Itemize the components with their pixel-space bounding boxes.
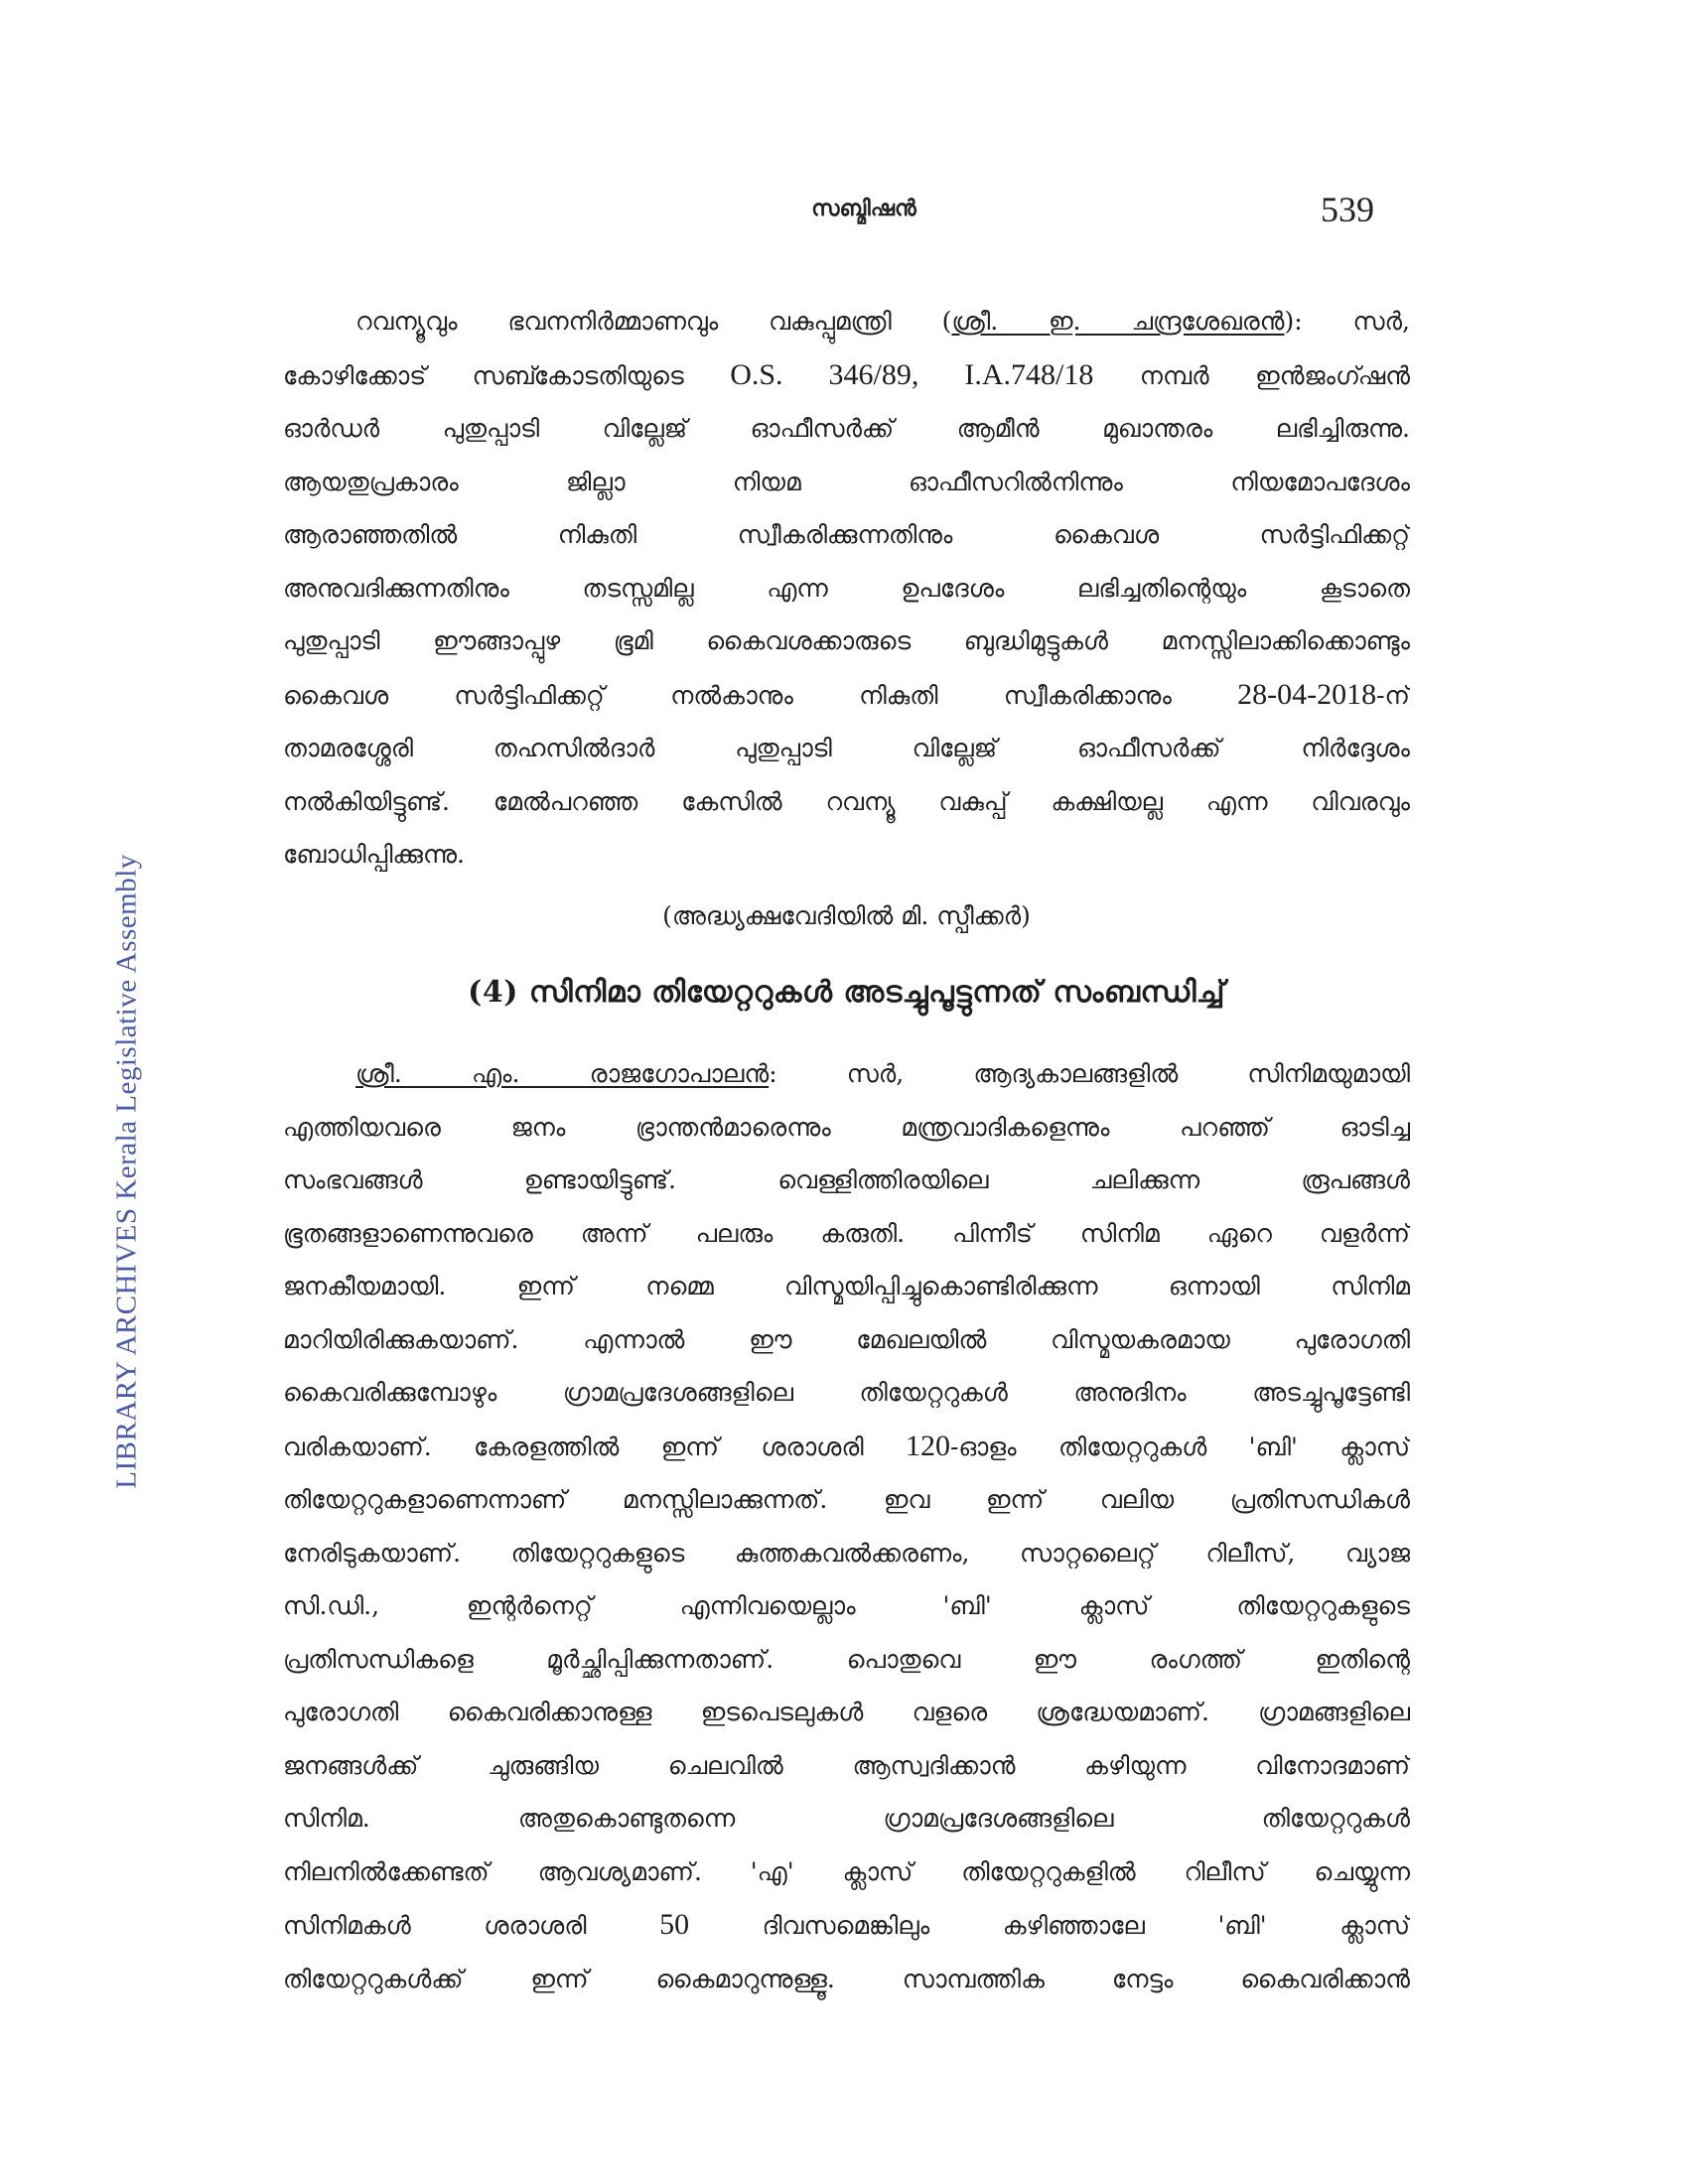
text-line: ശ്രീ. എം. രാജഗോപാലൻ: സർ, ആദ്യകാലങ്ങളിൽ സിനിമയുമായി [355,1059,1410,1088]
text-line: പുതുപ്പാടി ഈങ്ങാപ്പുഴ ഭൂമി കൈവശക്കാരുടെ ബുദ്ധിമുട്ടുകൾ മനസ്സിലാക്കിക്കൊണ്ടും [283,626,1410,655]
text-line: ആരാഞ്ഞതിൽ നികുതി സ്വീകരിക്കുന്നതിനും കൈവശ സർട്ടിഫിക്കറ്റ് [283,520,1410,549]
text-line: സംഭവങ്ങൾ ഉണ്ടായിട്ടുണ്ട്. വെള്ളിത്തിരയിലെ ചലിക്കുന്ന രൂപങ്ങൾ [283,1165,1410,1194]
text-line: കോഴിക്കോട് സബ്കോടതിയുടെ O.S. 346/89, I.A.748/18 നമ്പർ ഇൻജംഗ്ഷൻ [283,357,1410,391]
speaker-name: ശ്രീ. ഇ. ചന്ദ്രശേഖരൻ [951,307,1285,336]
archive-watermark: LIBRARY ARCHIVES Kerala Legislative Assembly [110,854,143,1489]
text-line: നൽകിയിട്ടുണ്ട്. മേൽപറഞ്ഞ കേസിൽ റവന്യൂ വകുപ്പ് കക്ഷിയല്ല എന്ന വിവരവും [283,786,1410,816]
stage-direction: (അദ്ധ്യക്ഷവേദിയിൽ മി. സ്പീക്കർ) [662,901,1031,930]
text-line: ആയതുപ്രകാരം ജില്ലാ നിയമ ഓഫീസറിൽനിന്നും നിയമോപദേശം [283,467,1410,496]
text-line: പ്രതിസന്ധികളെ മൂർച്ഛിപ്പിക്കുന്നതാണ്. പൊതുവെ ഈ രംഗത്ത് ഇതിന്റെ [283,1644,1410,1674]
text-line: ബോധിപ്പിക്കുന്നു. [283,840,465,869]
text-line: വരികയാണ്. കേരളത്തിൽ ഇന്ന് ശരാശരി 120-ഓളം തിയേറ്ററുകൾ 'ബി' ക്ലാസ് [283,1429,1410,1462]
text-line: ജനകീയമായി. ഇന്ന് നമ്മെ വിസ്മയിപ്പിച്ചുകൊണ്ടിരിക്കുന്ന ഒന്നായി സിനിമ [283,1272,1410,1300]
text-line: നിലനിൽക്കേണ്ടത് ആവശ്യമാണ്. 'എ' ക്ലാസ് തിയേറ്ററുകളിൽ റിലീസ് ചെയ്യുന്ന [283,1856,1410,1886]
running-head: സബ്മിഷൻ [811,196,916,221]
text-line: റവന്യൂവും ഭവനനിർമ്മാണവും വകുപ്പുമന്ത്രി (ശ്രീ. ഇ. ചന്ദ്രശേഖരൻ): സർ, [355,307,1410,336]
submission-paragraph [283,1047,1410,2005]
text-line: ഭൂതങ്ങളാണെന്നുവരെ അന്ന് പലരും കരുതി. പിന്നീട് സിനിമ ഏറെ വളർന്ന് [283,1218,1410,1248]
page-number: 539 [1321,190,1374,229]
text-line: അനുവദിക്കുന്നതിനും തടസ്സമില്ല എന്ന ഉപദേശം ലഭിച്ചതിന്റെയും കൂടാതെ [283,573,1410,603]
text-line: കൈവശ സർട്ടിഫിക്കറ്റ് നൽകാനും നികുതി സ്വീകരിക്കാനും 28-04-2018-ന് [283,677,1410,711]
text-line: എത്തിയവരെ ജനം ഭ്രാന്തൻമാരെന്നും മന്ത്രവാദികളെന്നും പറഞ്ഞ് ഓടിച്ച [283,1112,1410,1142]
speaker-name: ശ്രീ. എം. രാജഗോപാലൻ [355,1059,770,1088]
text-line: സിനിമ. അതുകൊണ്ടുതന്നെ ഗ്രാമപ്രദേശങ്ങളിലെ തിയേറ്ററുകൾ [283,1804,1410,1833]
text-line: മാറിയിരിക്കുകയാണ്. എന്നാൽ ഈ മേഖലയിൽ വിസ്മയകരമായ പുരോഗതി [283,1324,1410,1354]
text-line: തിയേറ്ററുകൾക്ക് ഇന്ന് കൈമാറുന്നുള്ളൂ. സാമ്പത്തിക നേട്ടം കൈവരിക്കാൻ [283,1964,1410,1993]
section-heading: (4) സിനിമാ തിയേറ്ററുകൾ അടച്ചുപൂട്ടുന്നത് സംബന്ധിച്ച് [468,975,1225,1010]
text-line: ഓർഡർ പുതുപ്പാടി വില്ലേജ് ഓഫീസർക്ക് ആമീൻ മുഖാന്തരം ലഭിച്ചിരുന്നു. [283,414,1410,443]
minister-reply-paragraph [283,295,1410,882]
text-line: ജനങ്ങൾക്ക് ചുരുങ്ങിയ ചെലവിൽ ആസ്വദിക്കാൻ കഴിയുന്ന വിനോദമാണ് [283,1750,1410,1780]
text-line: കൈവരിക്കുമ്പോഴും ഗ്രാമപ്രദേശങ്ങളിലെ തിയേറ്ററുകൾ അനുദിനം അടച്ചുപൂട്ടേണ്ടി [283,1378,1410,1407]
text-line: താമരശ്ശേരി തഹസിൽദാർ പുതുപ്പാടി വില്ലേജ് ഓഫീസർക്ക് നിർദ്ദേശം [283,734,1410,762]
text-line: സി.ഡി., ഇന്റർനെറ്റ് എന്നിവയെല്ലാം 'ബി' ക്ലാസ് തിയേറ്ററുകളുടെ [283,1591,1410,1620]
text-line: സിനിമകൾ ശരാശരി 50 ദിവസമെങ്കിലും കഴിഞ്ഞാലേ 'ബി' ക്ലാസ് [283,1908,1410,1941]
text-line: പുരോഗതി കൈവരിക്കാനുള്ള ഇടപെടലുകൾ വളരെ ശ്രദ്ധേയമാണ്. ഗ്രാമങ്ങളിലെ [283,1698,1410,1726]
text-line: തിയേറ്ററുകളാണെന്നാണ് മനസ്സിലാക്കുന്നത്. ഇവ ഇന്ന് വലിയ പ്രതിസന്ധികൾ [283,1485,1410,1514]
text-line: നേരിടുകയാണ്. തിയേറ്ററുകളുടെ കുത്തകവൽക്കരണം, സാറ്റലൈറ്റ് റിലീസ്, വ്യാജ [283,1538,1410,1568]
